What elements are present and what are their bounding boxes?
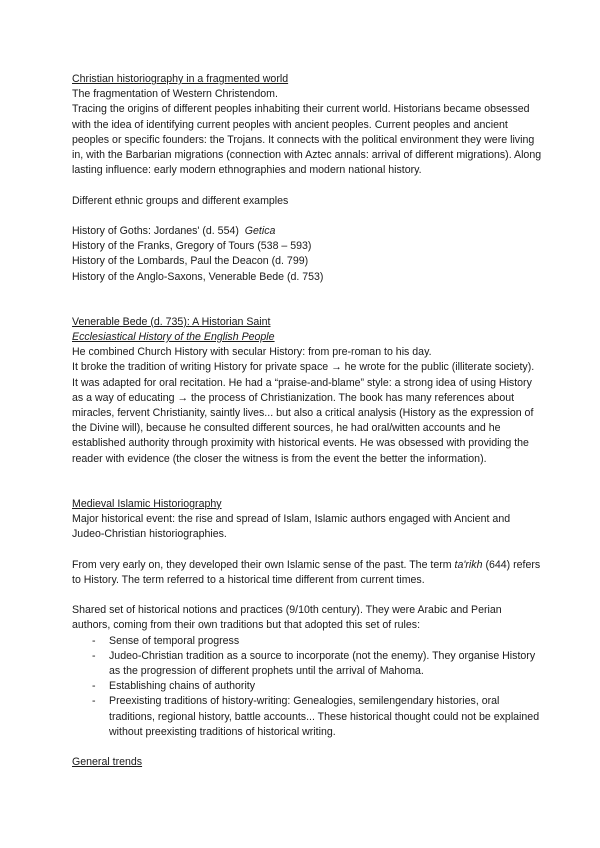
section-subheading: The fragmentation of Western Christendom. [72, 88, 278, 101]
rules-list [72, 634, 542, 740]
section-heading-general-trends: General trends [72, 756, 143, 769]
paragraph-shared-notions: Shared set of historical notions and practices (9/10th century). They were Arabic and Perian authors, coming from their own traditions but that adopted this set of rules: [72, 604, 502, 632]
document-page [72, 72, 542, 770]
list-item: - Sense of temporal progress [92, 634, 542, 649]
paragraph-bede: It broke the tradition of writing History for private space → he wrote for the public (illiterate society). It was adapted for oral recitation. He had a “praise-and-blame” style: a strong idea of using History as a way of educating → the process of Christianization. The book has many references about miracles, fervent Christianity, saintly lives... but also a critical analysis (History as the expression of the Divine will), because he consulted different sources, he had oral/witten accounts and he established authority through proximity with historical events. He was obsessed with providing the reader with evidence (the closer the witness is from the event the better the information). [72, 361, 535, 465]
paragraph-islam-rise: Major historical event: the rise and spread of Islam, Islamic authors engaged with Ancient and Judeo-Christian historiographies. [72, 513, 511, 541]
list-item: - Preexisting traditions of history-writing: Genealogies, semilengendary histories, oral traditions, regional history, battle accounts... These historical thought could not be explained without preexisting traditions of historical writing. [92, 694, 542, 740]
list-item: - Establishing chains of authority [92, 679, 542, 694]
list-item: - Judeo-Christian tradition as a source to incorporate (not the enemy). They organise History as the progression of different prophets until the arrival of Mahoma. [92, 649, 542, 679]
work-title: Ecclesiastical History of the English People [72, 331, 275, 344]
history-item-lombards: History of the Lombards, Paul the Deacon (d. 799) [72, 255, 309, 268]
section-heading-christian-historiography: Christian historiography in a fragmented world [72, 73, 289, 85]
bede-summary-line: He combined Church History with secular History: from pre-roman to his day. [72, 346, 432, 359]
history-item-anglo-saxons: History of the Anglo-Saxons, Venerable Bede (d. 753) [72, 270, 324, 283]
paragraph-tarikh: From very early on, they developed their own Islamic sense of the past. The term ta'rikh (644) refers to History. The term referred to a historical time different from current times. [72, 558, 541, 586]
history-item-franks: History of the Franks, Gregory of Tours (538 – 593) [72, 240, 312, 253]
section-heading-bede: Venerable Bede (d. 735): A Historian Saint [72, 315, 271, 328]
section-heading-islamic: Medieval Islamic Historiography [72, 497, 222, 510]
paragraph-origins: Tracing the origins of different peoples inhabiting their current world. Historians became obsessed with the idea of identifying current peoples with ancient peoples. Current peoples and ancient peoples or specific founders: the Trojans. It connects with the political environment they were living in, with the Barbarian migrations (connection with Aztec annals: arrival of different migrations). Along lasting influence: early modern ethnographies and modern national history. [72, 103, 542, 177]
ethnic-groups-intro: Different ethnic groups and different examples [72, 194, 289, 207]
history-item-goths: History of Goths: Jordanes' (d. 554) Getica [72, 225, 276, 237]
